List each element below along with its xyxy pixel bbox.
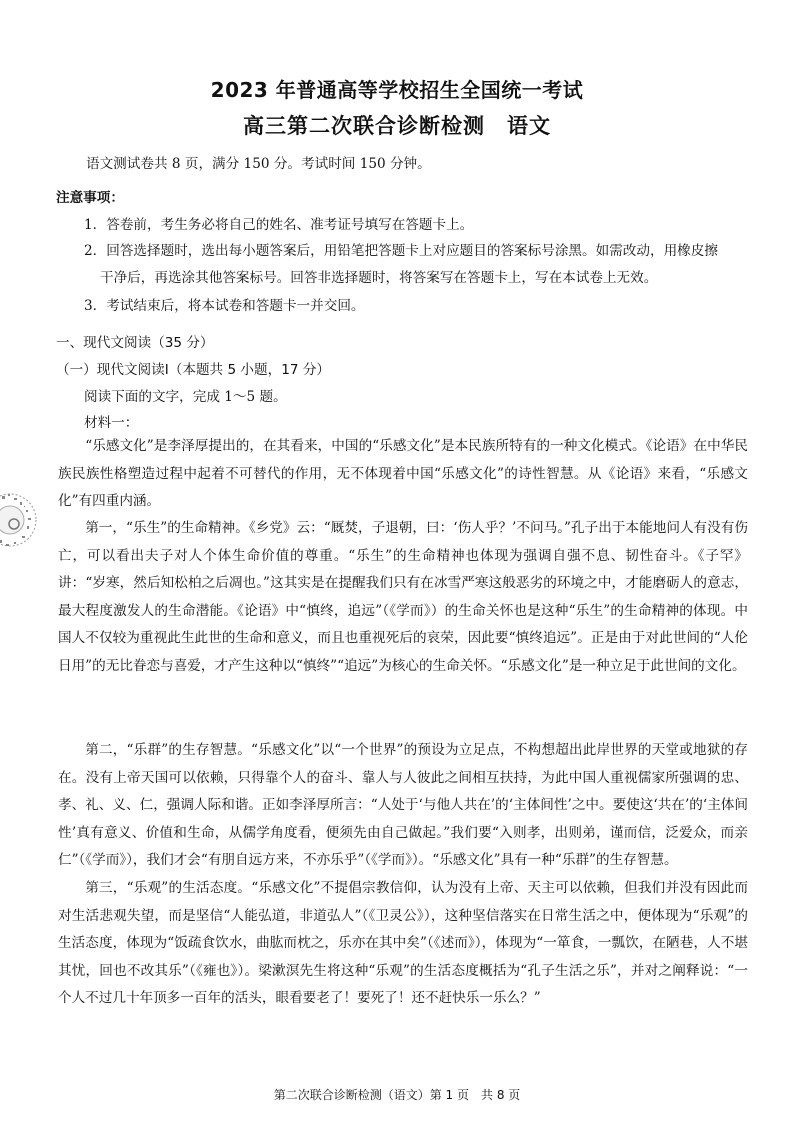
notice-heading: 注意事项： [56, 190, 124, 206]
notice-item: 1．答卷前，考生务必将自己的姓名、准考证号填写在答题卡上。 [84, 217, 474, 233]
exam-intro: 语文测试卷共 8 页，满分 150 分。考试时间 150 分钟。 [86, 156, 431, 172]
qr-code-watermark [0, 480, 40, 560]
notice-item-continued: 干净后，再选涂其他答案标号。回答非选择题时，将答案写在答题卡上，写在本试卷上无效。 [100, 270, 658, 286]
passage-paragraph: 第二，“乐群”的生存智慧。“乐感文化”以“一个世界”的预设为立足点，不构想超出此岸世界的天堂或地狱的存在。没有上帝天国可以依赖，只得靠个人的奋斗、靠人与人彼此之间相互扶持，为此中国人重视儒家所强调的忠、孝、礼、义、仁，强调人际和谐。正如李泽厚所言：“人处于‘与他人共在’的‘主体间性’之中。要使这‘共在’的‘主体间性’真有意义、价值和生命，从儒学角度看，便须先由自己做起。”我们要“入则孝，出则弟，谨而信，泛爱众，而亲仁”（《学而》），我们才会“有朋自远方来，不亦乐乎”（《学而》）。“乐感文化”具有一种“乐群”的生存智慧。 [58, 742, 748, 869]
notice-item: 3．考试结束后，将本试卷和答题卡一并交回。 [84, 298, 365, 314]
reading-instruction: 阅读下面的文字，完成 1～5 题。 [84, 389, 287, 405]
material-label: 材料一： [84, 415, 139, 431]
exam-title: 2023 年普通高等学校招生全国统一考试 [210, 78, 584, 102]
subsection-heading: （一）现代文阅读Ⅰ（本题共 5 小题，17 分） [56, 362, 331, 378]
section-heading: 一、现代文阅读（35 分） [56, 335, 214, 351]
passage-paragraph: 第三，“乐观”的生活态度。“乐感文化”不提倡宗教信仰，认为没有上帝、天主可以依赖，但我们并没有因此而对生活悲观失望，而是坚信“人能弘道，非道弘人”（《卫灵公》），这种坚信落实在日常生活之中，便体现为“乐观”的生活态度，体现为“饭疏食饮水，曲肱而枕之，乐亦在其中矣”（《述而》），体现为“一箪食，一瓢饮，在陋巷，人不堪其忧，回也不改其乐”（《雍也》）。梁漱溟先生将这种“乐观”的生活态度概括为“孔子生活之乐”，并对之阐释说：“一个人不过几十年顶多一百年的活头，眼看要老了！要死了！还不赶快乐一乐么？” [58, 880, 748, 1007]
exam-subtitle: 高三第二次联合诊断检测 语文 [243, 114, 551, 138]
passage-paragraph: “乐感文化”是李泽厚提出的，在其看来，中国的“乐感文化”是本民族所特有的一种文化模式。《论语》在中华民族民族性格塑造过程中起着不可替代的作用，无不体现着中国“乐感文化”的诗性智慧。从《论语》来看，“乐感文化”有四重内涵。 [58, 438, 748, 510]
notice-item: 2．回答选择题时，选出每小题答案后，用铅笔把答题卡上对应题目的答案标号涂黑。如需改动，用橡皮擦 [84, 243, 718, 259]
passage-paragraph: 第一，“乐生”的生命精神。《乡党》云：“厩焚，子退朝，曰：‘伤人乎？’不问马。”孔子出于本能地问人有没有伤亡，可以看出夫子对人个体生命价值的尊重。“乐生”的生命精神也体现为强调自强不息、韧性奋斗。《子罕》讲：“岁寒，然后知松柏之后凋也。”这其实是在提醒我们只有在冰雪严寒这般恶劣的环境之中，才能磨砺人的意志，最大程度激发人的生命潜能。《论语》中“慎终，追远”（《学而》）的生命关怀也是这种“乐生”的生命精神的体现。中国人不仅较为重视此生此世的生命和意义，而且也重视死后的哀荣，因此要“慎终追远”。正是由于对此世间的“人伦日用”的无比眷恋与喜爱，才产生这种以“慎终”“追远”为核心的生命关怀。“乐感文化”是一种立足于此世间的文化。 [58, 520, 748, 674]
page-footer: 第二次联合诊断检测（语文）第 1 页 共 8 页 [273, 1088, 521, 1102]
